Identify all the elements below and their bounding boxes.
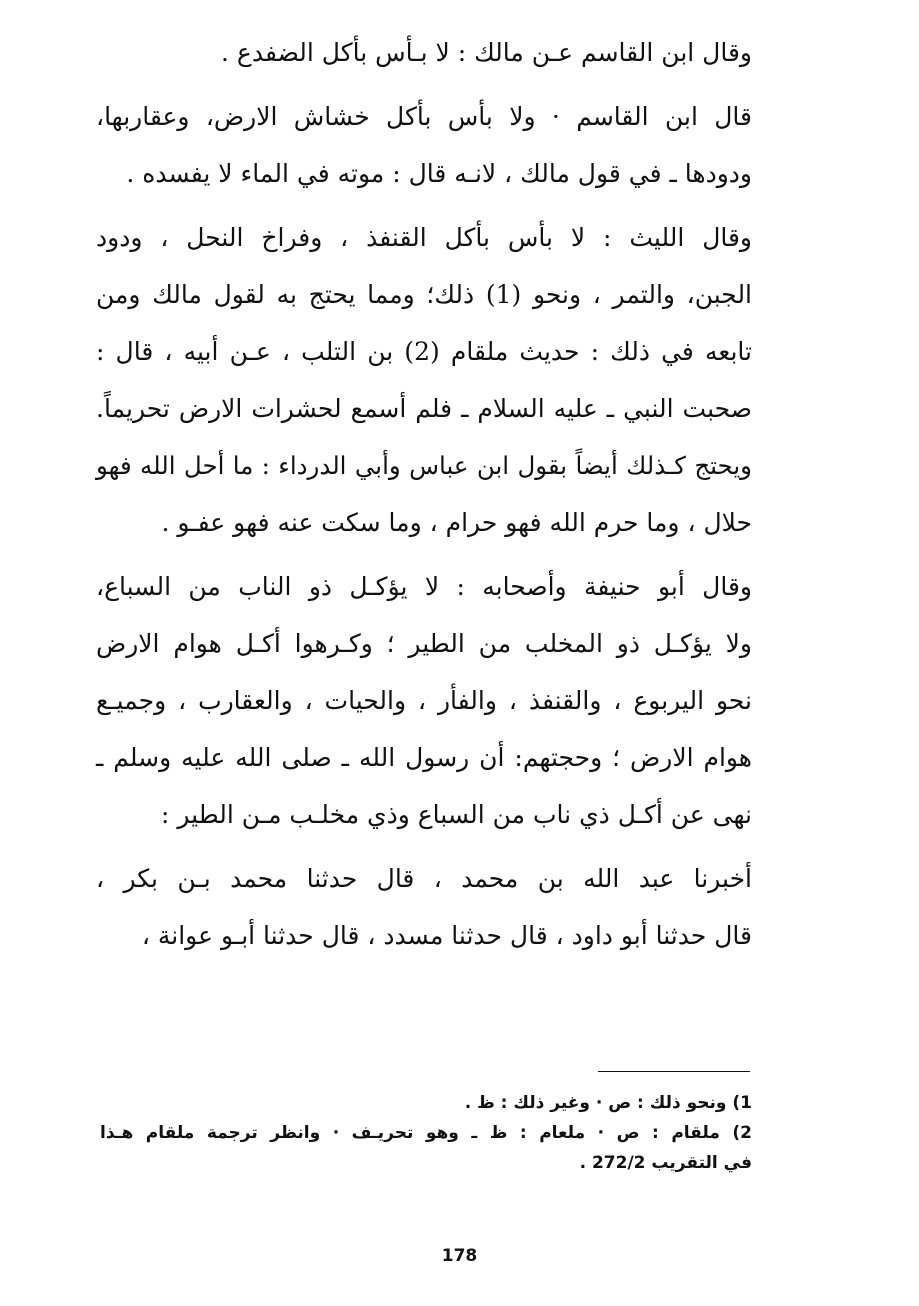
footnote-2-continuation: في التقريب 272/2 . [579, 1153, 752, 1173]
paragraph-2 [96, 88, 752, 202]
footnotes [100, 1088, 752, 1178]
footnote-divider [598, 1071, 750, 1072]
text-line: تابعه في ذلك : حديث ملقام (2) بن التلب ، عـن أبيه ، قال : [96, 337, 752, 366]
text-line: أخبرنا عبد الله بن محمد ، قال حدثنا محمد بـن بكر ، [96, 864, 752, 893]
text-line: وقال الليث : لا بأس بأكل القنفذ ، وفراخ النحل ، ودود [96, 223, 752, 252]
text-line: الجبن، والتمر ، ونحو (1) ذلك؛ ومما يحتج به لقول مالك ومن [96, 280, 753, 309]
text-line: ولا يؤكـل ذو المخلب من الطير ؛ وكـرهوا أكـل هوام الارض [96, 629, 752, 658]
text-line: نهى عن أكـل ذي ناب من السباع وذي مخلـب مـن الطير : [161, 800, 752, 829]
text-line: هوام الارض ؛ وحجتهم: أن رسول الله ـ صلى الله عليه وسلم ـ [96, 743, 752, 772]
footnote-2: 2) ملقام : ص · ملعام : ظ ـ وهو تحريـف · وانظر ترجمة ملقام هـذا [100, 1123, 752, 1143]
footnote-1: 1) ونحو ذلك : ص · وغير ذلك : ظ . [464, 1093, 752, 1113]
main-text [96, 24, 752, 971]
paragraph-1 [96, 24, 752, 81]
text-line: قال ابن القاسم · ولا بأس بأكل خشاش الارض، وعقاربها، [96, 102, 752, 131]
text-line: صحبت النبي ـ عليه السلام ـ فلم أسمع لحشرات الارض تحريماً. [96, 394, 752, 423]
paragraph-5 [96, 850, 752, 964]
text-line: وقال ابن القاسم عـن مالك : لا بـأس بأكل الضفدع . [221, 38, 752, 67]
text-line: ويحتج كـذلك أيضاً بقول ابن عباس وأبي الدرداء : ما أحل الله فهو [96, 451, 752, 480]
text-line: قال حدثنا أبو داود ، قال حدثنا مسدد ، قال حدثنا أبـو عوانة ، [141, 921, 752, 950]
text-line: نحو اليربوع ، والقنفذ ، والفأر ، والحيات ، والعقارب ، وجميـع [96, 686, 752, 715]
text-line: وقال أبو حنيفة وأصحابه : لا يؤكـل ذو الناب من السباع، [96, 572, 752, 601]
text-line: ودودها ـ في قول مالك ، لانـه قال : موته في الماء لا يفسده . [126, 159, 752, 188]
text-line: حلال ، وما حرم الله فهو حرام ، وما سكت عنه فهو عفـو . [161, 508, 752, 537]
paragraph-4 [96, 558, 752, 843]
page-number: 178 [441, 1246, 478, 1266]
paragraph-3 [96, 209, 752, 551]
